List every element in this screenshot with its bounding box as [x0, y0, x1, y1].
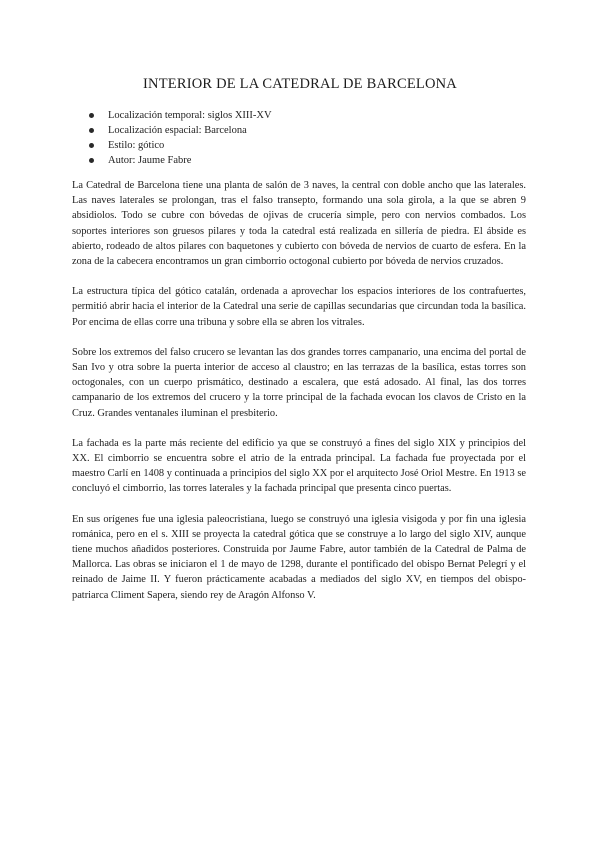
- paragraph-floor-plan: La Catedral de Barcelona tiene una planta de salón de 3 naves, la central con doble ancho que las laterales. Las naves laterales se prolongan, tras el falso transepto, formando una sola girola, a la que se abren 9 absidiolos. Todo se cubre con bóvedas de ojivas de crucería simple, pero con nervios combados. Los soportes interiores son gruesos pilares y toda la catedral está realizada en sillería de piedra. El ábside es abierto, rodeado de altos pilares con baquetones y cubierto con bóveda de nervios de cuarto de esfera. En la zona de la cabecera encontramos un gran cimborrio octogonal cubierto por bóveda de nervios cruzados.: [72, 180, 526, 268]
- bullet-item-style: [88, 138, 272, 153]
- bullet-dot-icon: [89, 128, 94, 133]
- info-bullet-list: [88, 108, 272, 168]
- paragraph-facade: La fachada es la parte más reciente del edificio ya que se construyó a fines del siglo XIX y principios del XX. El cimborrio se encuentra sobre el atrio de la entrada principal. La fachada fue proyectada por el maestro Carlí en 1408 y continuada a principios del siglo XX por el arquitecto José Oriol Mestre. En 1913 se concluyó el cimborrio, las torres laterales y la fachada principal que presenta cinco puertas.: [72, 437, 526, 495]
- bullet-item-location: [88, 123, 272, 138]
- bullet-item-period: [88, 108, 272, 123]
- bullet-text: Localización temporal: siglos XIII-XV: [108, 110, 272, 121]
- document-title: INTERIOR DE LA CATEDRAL DE BARCELONA: [143, 76, 457, 92]
- document-body: [72, 178, 526, 618]
- bullet-dot-icon: [89, 143, 94, 148]
- paragraph-structure: La estructura típica del gótico catalán, ordenada a aprovechar los espacios interiores de los contrafuertes, permitió abrir hacia el interior de la Catedral una serie de capillas secundarias que circundan toda la basílica. Por encima de ellas corre una tribuna y sobre ella se abren los vitrales.: [72, 286, 526, 328]
- bullet-text: Estilo: gótico: [108, 140, 165, 151]
- bullet-dot-icon: [89, 113, 94, 118]
- paragraph-history: En sus orígenes fue una iglesia paleocristiana, luego se construyó una iglesia visigoda y por fin una iglesia románica, pero en el s. XIII se proyecta la catedral gótica que se construye a lo largo del siglo XIV, aunque tiene muchos añadidos posteriores. Construida por Jaume Fabre, autor también de la Catedral de Palma de Mallorca. Las obras se iniciaron el 1 de mayo de 1298, durante el pontificado del obispo Bernat Pelegrí y el reinado de Jaime II. Y fueron prácticamente acabadas a mediados del siglo XV, en tiempos del obispo-patriarca Climent Sapera, siendo rey de Aragón Alfonso V.: [72, 513, 526, 601]
- bullet-item-author: [88, 153, 272, 168]
- bullet-text: Localización espacial: Barcelona: [108, 125, 247, 136]
- paragraph-towers: Sobre los extremos del falso crucero se levantan las dos grandes torres campanario, una encima del portal de San Ivo y otra sobre la puerta interior de acceso al claustro; en las terrazas de la basílica, estas torres son octogonales, con un cuerpo prismático, destinado a escalera, que está adosado. Al final, las dos torres campanario de los extremos del crucero y la torre principal de la fachada evocan los clavos de Cristo en la Cruz. Grandes ventanales iluminan el presbiterio.: [72, 346, 526, 419]
- bullet-dot-icon: [89, 158, 94, 163]
- bullet-text: Autor: Jaume Fabre: [108, 155, 192, 166]
